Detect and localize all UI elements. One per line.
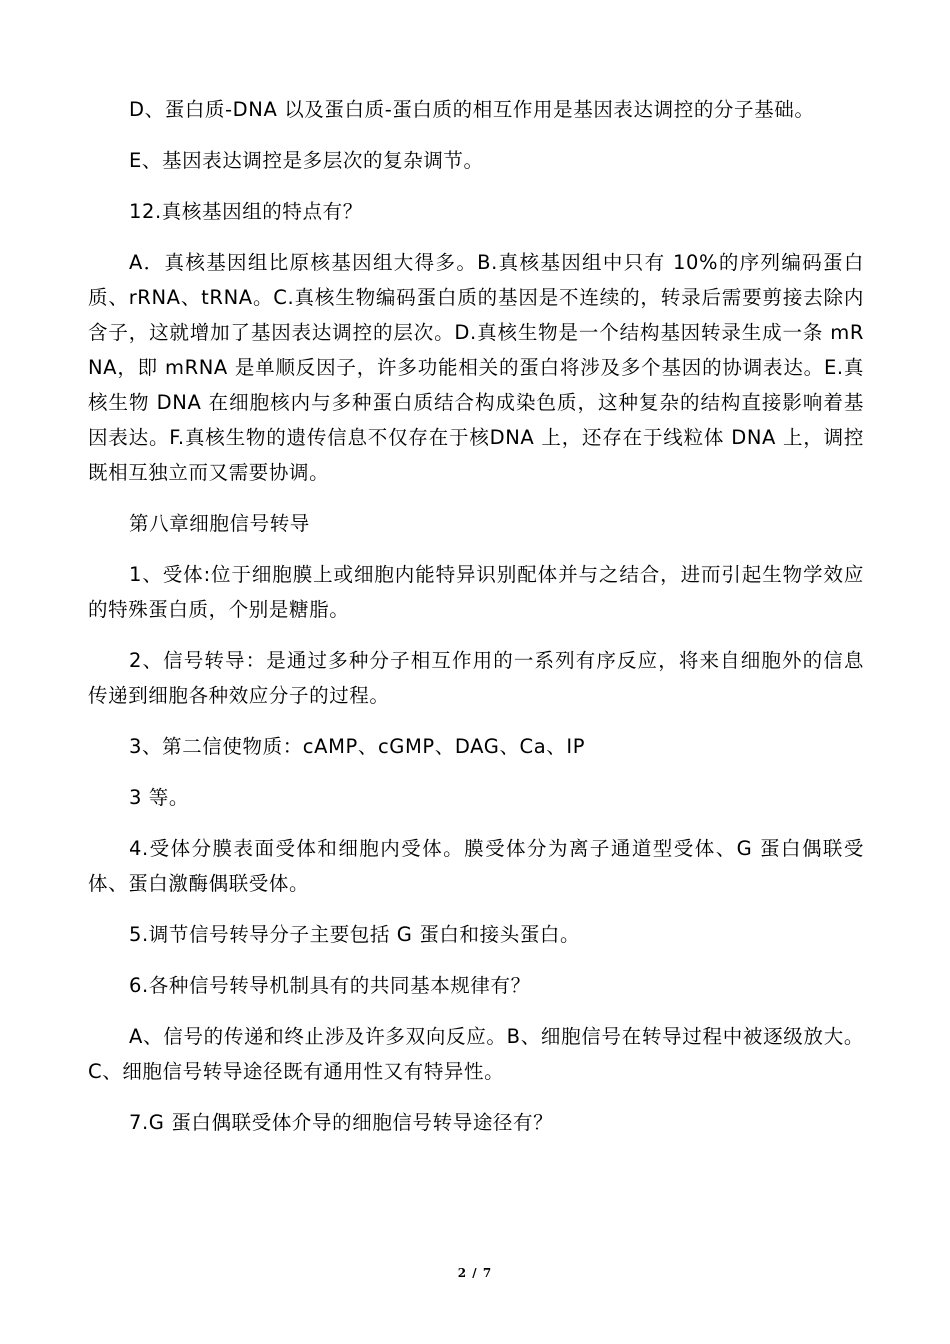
answer-12-eukaryotic-genome: A．真核基因组比原核基因组大得多。B.真核基因组中只有 10%的序列编码蛋白质、rRNA、tRNA。C.真核生物编码蛋白质的基因是不连续的，转录后需要剪接去除内含子，这就增加了基因表达调控的层次。D.真核生物是一个结构基因转录生成一条 mRNA，即 mRNA 是单顺反因子，许多功能相关的蛋白将涉及多个基因的协调表达。E.真核生物 DNA 在细胞核内与多种蛋白质结合构成染色质，这种复杂的结构直接影响着基因表达。F.真核生物的遗传信息不仅存在于核DNA 上，还存在于线粒体 DNA 上，调控既相互独立而又需要协调。 [88, 251, 864, 484]
question-12-eukaryotic-genome: 12.真核基因组的特点有？ [129, 200, 363, 223]
document-body [88, 92, 864, 1156]
second-messengers: 3、第二信使物质：cAMP、cGMP、DAG、Ca、IP [129, 735, 586, 758]
second-messengers-continued: 3 等。 [129, 786, 190, 809]
definition-signal-transduction: 2、信号转导：是通过多种分子相互作用的一系列有序反应，将来自细胞外的信息传递到细胞各种效应分子的过程。 [88, 649, 864, 707]
answer-6-common-rules: A、信号的传递和终止涉及许多双向反应。B、细胞信号在转导过程中被逐级放大。C、细胞信号转导途径既有通用性又有特异性。 [88, 1025, 864, 1083]
regulatory-molecules: 5.调节信号转导分子主要包括 G 蛋白和接头蛋白。 [129, 923, 581, 946]
question-6-common-rules: 6.各种信号转导机制具有的共同基本规律有？ [129, 974, 531, 997]
paragraph-d-protein-interaction: D、蛋白质-DNA 以及蛋白质-蛋白质的相互作用是基因表达调控的分子基础。 [129, 98, 815, 121]
receptor-classification: 4.受体分膜表面受体和细胞内受体。膜受体分为离子通道型受体、G 蛋白偶联受体、蛋白激酶偶联受体。 [88, 837, 864, 895]
definition-receptor: 1、受体:位于细胞膜上或细胞内能特异识别配体并与之结合，进而引起生物学效应的特殊蛋白质，个别是糖脂。 [88, 563, 864, 621]
chapter-heading-8: 第八章细胞信号转导 [129, 512, 310, 535]
paragraph-e-multilevel-regulation: E、基因表达调控是多层次的复杂调节。 [129, 149, 484, 172]
page-number: 2 / 7 [457, 1266, 493, 1280]
question-7-gpcr-pathways: 7.G 蛋白偶联受体介导的细胞信号转导途径有？ [129, 1111, 554, 1134]
